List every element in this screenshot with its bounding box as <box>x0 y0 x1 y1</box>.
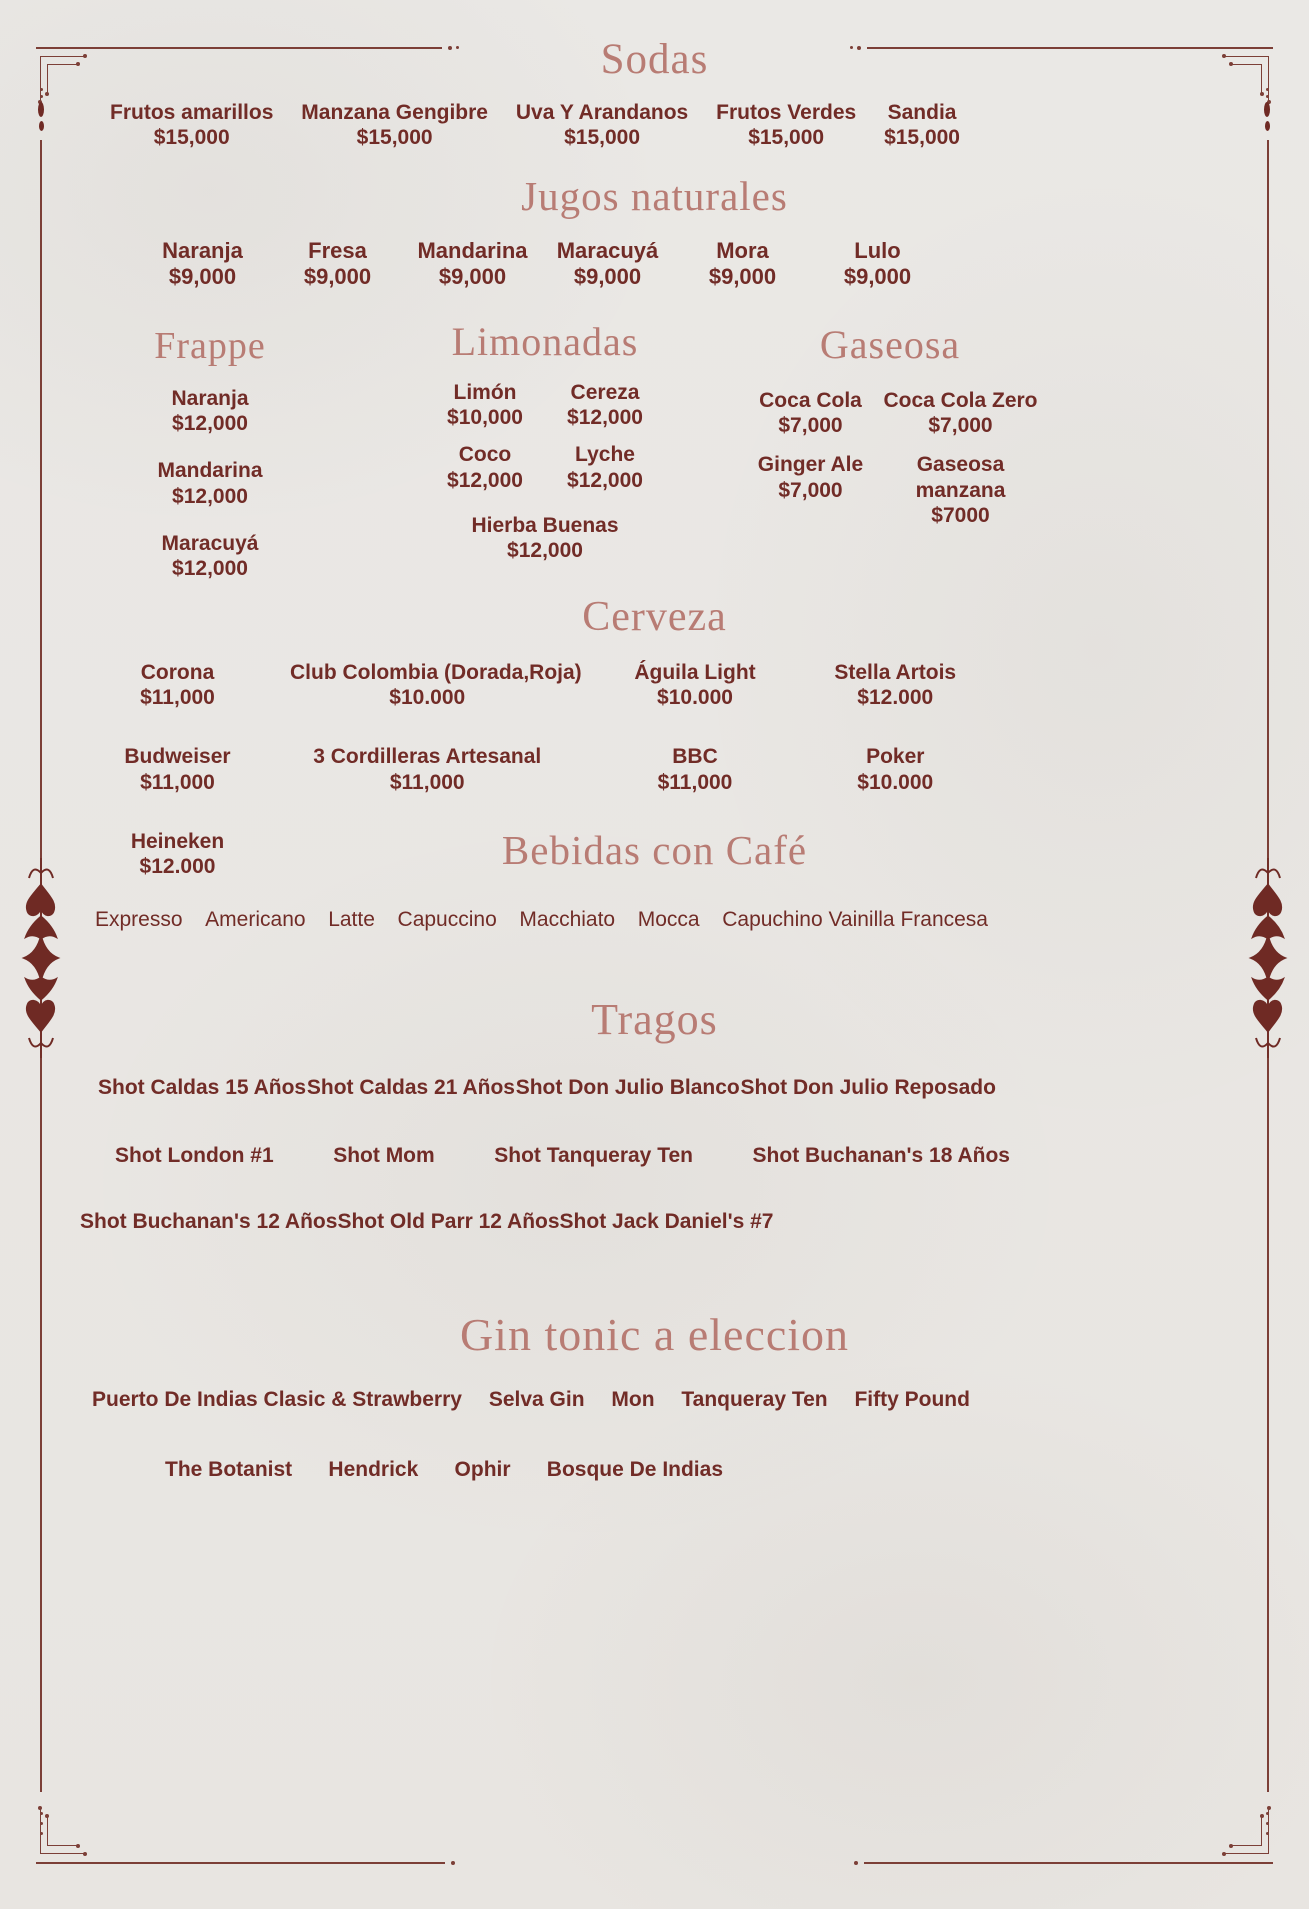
item-price: $12.000 <box>857 686 934 710</box>
item-price: $9,000 <box>303 264 372 290</box>
item-name: Macchiato <box>519 908 616 931</box>
menu-item <box>565 744 826 794</box>
item-name: Gaseosa manzana <box>915 453 1006 502</box>
item-name: Cereza <box>570 381 640 404</box>
item-name: Shot Buchanan's 12 Años <box>80 1210 338 1233</box>
item-name: Mandarina <box>157 459 263 483</box>
menu-item <box>810 238 945 291</box>
tragos-row-2 <box>115 1144 1010 1168</box>
item-name: Mora <box>716 238 769 263</box>
menu-item <box>675 238 810 291</box>
item-name: Shot London #1 <box>115 1144 274 1167</box>
item-name: Manzana Gengibre <box>301 101 488 124</box>
item-name: Selva Gin <box>488 1388 585 1411</box>
frame-dot <box>40 1832 43 1835</box>
item-price: $7000 <box>931 503 990 527</box>
item-name: Naranja <box>162 238 243 263</box>
teardrop-ornament <box>39 121 44 131</box>
menu-item <box>740 388 881 438</box>
menu-item <box>540 238 675 291</box>
tragos-row-3 <box>80 1210 774 1234</box>
menu-item <box>545 380 665 430</box>
menu-item <box>135 238 270 291</box>
menu-item <box>425 380 545 430</box>
item-name: Expresso <box>95 908 183 931</box>
menu-item <box>125 386 295 436</box>
item-name: Corona <box>140 661 215 684</box>
frame-dot <box>40 1822 43 1825</box>
menu-item <box>884 100 960 150</box>
item-price: $11,000 <box>657 770 733 794</box>
item-name: Stella Artois <box>834 661 957 684</box>
item-price: $12.000 <box>139 854 216 878</box>
frame-dot <box>40 95 43 98</box>
item-name: 3 Cordilleras Artesanal <box>313 745 542 769</box>
item-name: Shot Caldas 21 Años <box>306 1076 515 1099</box>
item-name: Mon <box>611 1388 655 1411</box>
item-name: Heineken <box>130 829 225 853</box>
menu-item <box>881 452 1040 528</box>
item-price: $7,000 <box>778 478 843 502</box>
section-title-cafe: Bebidas con Café <box>501 827 808 873</box>
frame-dot <box>1266 1812 1269 1815</box>
menu-item <box>826 744 966 794</box>
item-name: Latte <box>328 908 375 931</box>
menu-item <box>425 513 665 563</box>
item-price: $15,000 <box>748 126 825 150</box>
item-name: Coca Cola Zero <box>883 389 1038 412</box>
item-price: $7,000 <box>928 414 993 438</box>
item-name: Lulo <box>854 238 901 263</box>
item-name: Shot Caldas 15 Años <box>98 1076 307 1099</box>
item-price: $11,000 <box>389 770 465 794</box>
item-name: Shot Buchanan's 18 Años <box>752 1144 1010 1167</box>
section-title-gaseosa: Gaseosa <box>819 322 961 367</box>
item-name: Puerto De Indias Clasic & Strawberry <box>92 1388 462 1411</box>
item-name: Bosque De Indias <box>546 1458 723 1481</box>
item-price: $12,000 <box>507 538 583 562</box>
menu-item <box>110 100 273 150</box>
gaseosa-items <box>740 388 1040 528</box>
menu-item <box>65 660 290 710</box>
frame-dot <box>1266 1822 1269 1825</box>
menu-item <box>405 238 540 291</box>
item-price: $9,000 <box>708 264 777 290</box>
item-name: Shot Tanqueray Ten <box>494 1144 693 1167</box>
item-name: Capuchino Vainilla Francesa <box>722 908 988 931</box>
item-price: $9,000 <box>843 264 912 290</box>
sodas-items <box>110 100 960 150</box>
item-name: Águila Light <box>634 661 756 684</box>
section-title-limonadas: Limonadas <box>451 319 639 364</box>
item-name: Capuccino <box>397 908 497 931</box>
item-name: Shot Mom <box>333 1144 435 1167</box>
menu-item <box>826 660 966 710</box>
item-name: Limón <box>453 381 517 404</box>
item-name: BBC <box>672 745 718 769</box>
item-price: $7,000 <box>778 414 843 438</box>
section-title-sodas: Sodas <box>600 36 709 83</box>
item-name: Fifty Pound <box>854 1388 970 1411</box>
section-title-jugos: Jugos naturales <box>521 173 788 219</box>
item-name: Hendrick <box>328 1458 419 1481</box>
menu-item <box>125 458 295 508</box>
menu-item <box>565 660 826 710</box>
limonadas-items <box>425 380 665 563</box>
menu-item <box>516 100 688 150</box>
item-name: Tanqueray Ten <box>681 1388 828 1411</box>
item-name: Mandarina <box>417 238 528 263</box>
section-title-cerveza: Cerveza <box>582 594 727 640</box>
item-price: $9,000 <box>573 264 642 290</box>
item-price: $15,000 <box>153 126 230 150</box>
teardrop-ornament <box>1264 102 1270 117</box>
item-price: $12,000 <box>172 412 248 436</box>
item-name: Coco <box>458 443 512 467</box>
item-price: $12,000 <box>567 468 643 492</box>
item-name: Maracuyá <box>556 238 659 263</box>
menu-item <box>740 452 881 528</box>
gin-row-2 <box>165 1458 723 1482</box>
item-price: $9,000 <box>168 264 237 290</box>
section-title-gin: Gin tonic a eleccion <box>459 1309 850 1360</box>
item-price: $12,000 <box>447 468 523 492</box>
jugos-items <box>135 238 945 291</box>
section-title-tragos: Tragos <box>591 995 718 1044</box>
menu-item <box>65 744 290 794</box>
menu-item <box>125 531 295 581</box>
menu-item <box>290 660 582 710</box>
item-name: Shot Don Julio Reposado <box>740 1076 996 1099</box>
item-name: Coca Cola <box>759 389 862 412</box>
item-name: Shot Jack Daniel's #7 <box>559 1210 774 1233</box>
menu-item <box>290 744 565 794</box>
frame-dot <box>40 1812 43 1815</box>
menu-item <box>301 100 488 150</box>
menu-item <box>425 442 545 492</box>
item-price: $12,000 <box>172 556 248 580</box>
menu-item <box>716 100 856 150</box>
item-price: $11,000 <box>140 686 215 710</box>
item-name: Mocca <box>637 908 700 931</box>
corner-ornament-bottom-left <box>38 1800 98 1860</box>
item-price: $12,000 <box>172 484 248 508</box>
menu-item <box>270 238 405 291</box>
item-price: $9,000 <box>438 264 507 290</box>
frame-dot <box>40 88 43 91</box>
item-name: Uva Y Arandanos <box>515 101 689 124</box>
item-name: The Botanist <box>165 1458 293 1481</box>
frame-dot <box>1266 95 1269 98</box>
frame-dot <box>1266 88 1269 91</box>
item-price: $10,000 <box>447 406 523 430</box>
item-price: $11,000 <box>140 770 215 794</box>
frame-line-bottom-right <box>864 1862 1273 1864</box>
cafe-items <box>95 908 988 932</box>
menu-item <box>545 442 665 492</box>
item-price: $10.000 <box>657 686 733 710</box>
frame-dot <box>451 1861 455 1865</box>
item-name: Shot Don Julio Blanco <box>515 1076 740 1099</box>
item-price: $10.000 <box>389 686 466 710</box>
item-name: Hierba Buenas <box>471 513 619 537</box>
teardrop-ornament <box>1265 121 1270 131</box>
tragos-row-1 <box>98 1076 996 1100</box>
item-name: Frutos amarillos <box>110 101 274 124</box>
item-name: Budweiser <box>124 745 231 769</box>
item-name: Ophir <box>454 1458 511 1481</box>
item-price: $15,000 <box>564 126 641 150</box>
item-name: Club Colombia (Dorada,Roja) <box>290 661 582 684</box>
item-name: Sandia <box>887 101 957 124</box>
menu-item <box>881 388 1040 438</box>
item-price: $15,000 <box>356 126 433 150</box>
item-name: Americano <box>205 908 306 931</box>
gin-row-1 <box>92 1388 970 1412</box>
item-name: Maracuyá <box>161 531 259 555</box>
frame-dot <box>1266 1832 1269 1835</box>
corner-ornament-bottom-right <box>1211 1800 1271 1860</box>
teardrop-ornament <box>38 102 44 117</box>
item-name: Naranja <box>171 387 249 410</box>
section-title-frappe: Frappe <box>154 325 266 367</box>
frame-line-bottom-left <box>36 1862 445 1864</box>
frappe-items <box>125 386 295 581</box>
item-name: Fresa <box>308 238 367 263</box>
item-name: Shot Old Parr 12 Años <box>337 1210 560 1233</box>
item-price: $12,000 <box>567 406 643 430</box>
item-price: $10.000 <box>857 770 934 794</box>
item-name: Ginger Ale <box>757 453 864 477</box>
item-name: Frutos Verdes <box>716 101 857 124</box>
item-price: $15,000 <box>884 126 960 150</box>
frame-dot <box>854 1861 858 1865</box>
item-name: Lyche <box>575 443 635 467</box>
item-name: Poker <box>866 745 925 769</box>
